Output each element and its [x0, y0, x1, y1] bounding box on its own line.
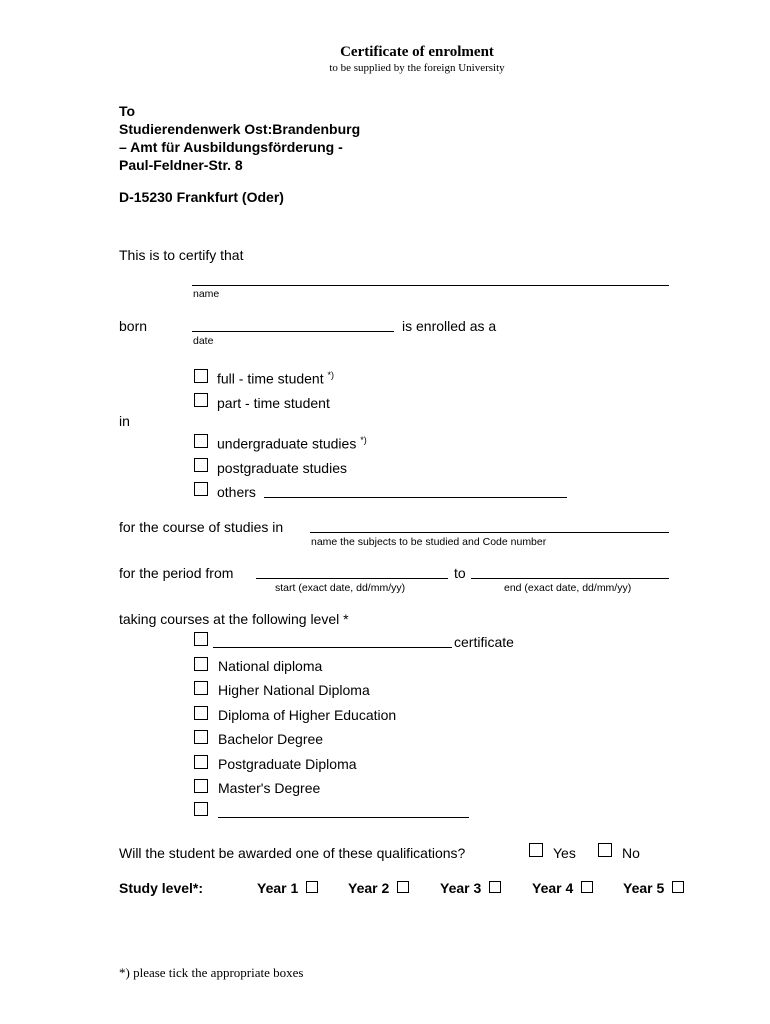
- address-department: – Amt für Ausbildungsförderung -: [119, 139, 343, 155]
- name-field-line[interactable]: [192, 285, 669, 286]
- year-4-checkbox[interactable]: [581, 881, 593, 893]
- period-label: for the period from: [119, 565, 234, 581]
- year-3-checkbox[interactable]: [489, 881, 501, 893]
- qualification-yes-label: Yes: [553, 845, 576, 861]
- course-field-line[interactable]: [310, 532, 669, 533]
- diploma-higher-education-checkbox[interactable]: [194, 706, 208, 720]
- year-2-checkbox[interactable]: [397, 881, 409, 893]
- address-organisation: Studierendenwerk Ost:Brandenburg: [119, 121, 361, 137]
- date-of-birth-line[interactable]: [192, 331, 394, 332]
- part-time-label: part - time student: [217, 395, 330, 411]
- postgraduate-label: postgraduate studies: [217, 460, 347, 476]
- higher-national-diploma-label: Higher National Diploma: [218, 682, 370, 698]
- full-time-checkbox[interactable]: [194, 369, 208, 383]
- period-end-caption: end (exact date, dd/mm/yy): [504, 582, 632, 594]
- year-5-label: Year 5: [623, 880, 665, 896]
- others-checkbox[interactable]: [194, 482, 208, 496]
- document-title: Certificate of enrolment: [340, 44, 494, 60]
- address-street: Paul-Feldner-Str. 8: [119, 157, 243, 173]
- footnote: *) please tick the appropriate boxes: [119, 965, 304, 980]
- course-caption: name the subjects to be studied and Code number: [311, 536, 547, 548]
- certificate-level-line[interactable]: [213, 647, 452, 648]
- other-level-checkbox[interactable]: [194, 802, 208, 816]
- document-subtitle: to be supplied by the foreign University: [329, 62, 505, 74]
- undergraduate-checkbox[interactable]: [194, 434, 208, 448]
- part-time-checkbox[interactable]: [194, 393, 208, 407]
- national-diploma-checkbox[interactable]: [194, 657, 208, 671]
- address-to: To: [119, 103, 136, 119]
- qualification-yes-checkbox[interactable]: [529, 843, 543, 857]
- name-caption: name: [193, 288, 220, 300]
- study-level-label: Study level*:: [119, 880, 204, 896]
- levels-intro: taking courses at the following level *: [119, 611, 349, 627]
- year-3-label: Year 3: [440, 880, 482, 896]
- masters-degree-checkbox[interactable]: [194, 779, 208, 793]
- higher-national-diploma-checkbox[interactable]: [194, 681, 208, 695]
- qualification-no-checkbox[interactable]: [598, 843, 612, 857]
- year-1-label: Year 1: [257, 880, 299, 896]
- period-start-caption: start (exact date, dd/mm/yy): [275, 582, 406, 594]
- full-time-label: full - time student *): [217, 370, 334, 387]
- qualification-no-label: No: [622, 845, 640, 861]
- period-to-label: to: [454, 565, 466, 581]
- year-5-checkbox[interactable]: [672, 881, 684, 893]
- masters-degree-label: Master's Degree: [218, 780, 321, 796]
- postgraduate-diploma-label: Postgraduate Diploma: [218, 756, 357, 772]
- certificate-level-checkbox[interactable]: [194, 632, 208, 646]
- bachelor-degree-checkbox[interactable]: [194, 730, 208, 744]
- qualification-question: Will the student be awarded one of these qualifications?: [119, 845, 466, 861]
- course-label: for the course of studies in: [119, 519, 284, 535]
- bachelor-degree-label: Bachelor Degree: [218, 731, 324, 747]
- others-field-line[interactable]: [264, 497, 567, 498]
- year-1-checkbox[interactable]: [306, 881, 318, 893]
- postgraduate-checkbox[interactable]: [194, 458, 208, 472]
- certify-intro: This is to certify that: [119, 247, 244, 263]
- other-level-line[interactable]: [218, 817, 469, 818]
- undergraduate-label: undergraduate studies *): [217, 435, 367, 452]
- period-end-line[interactable]: [471, 578, 669, 579]
- born-label: born: [119, 318, 148, 334]
- national-diploma-label: National diploma: [218, 658, 323, 674]
- certificate-level-label: certificate: [454, 634, 514, 650]
- period-start-line[interactable]: [256, 578, 448, 579]
- in-label: in: [119, 413, 130, 429]
- date-caption: date: [193, 335, 214, 347]
- others-label: others: [217, 484, 256, 500]
- year-4-label: Year 4: [532, 880, 574, 896]
- year-2-label: Year 2: [348, 880, 390, 896]
- postgraduate-diploma-checkbox[interactable]: [194, 755, 208, 769]
- address-city: D-15230 Frankfurt (Oder): [119, 189, 284, 205]
- enrolled-text: is enrolled as a: [402, 318, 497, 334]
- diploma-higher-education-label: Diploma of Higher Education: [218, 707, 397, 723]
